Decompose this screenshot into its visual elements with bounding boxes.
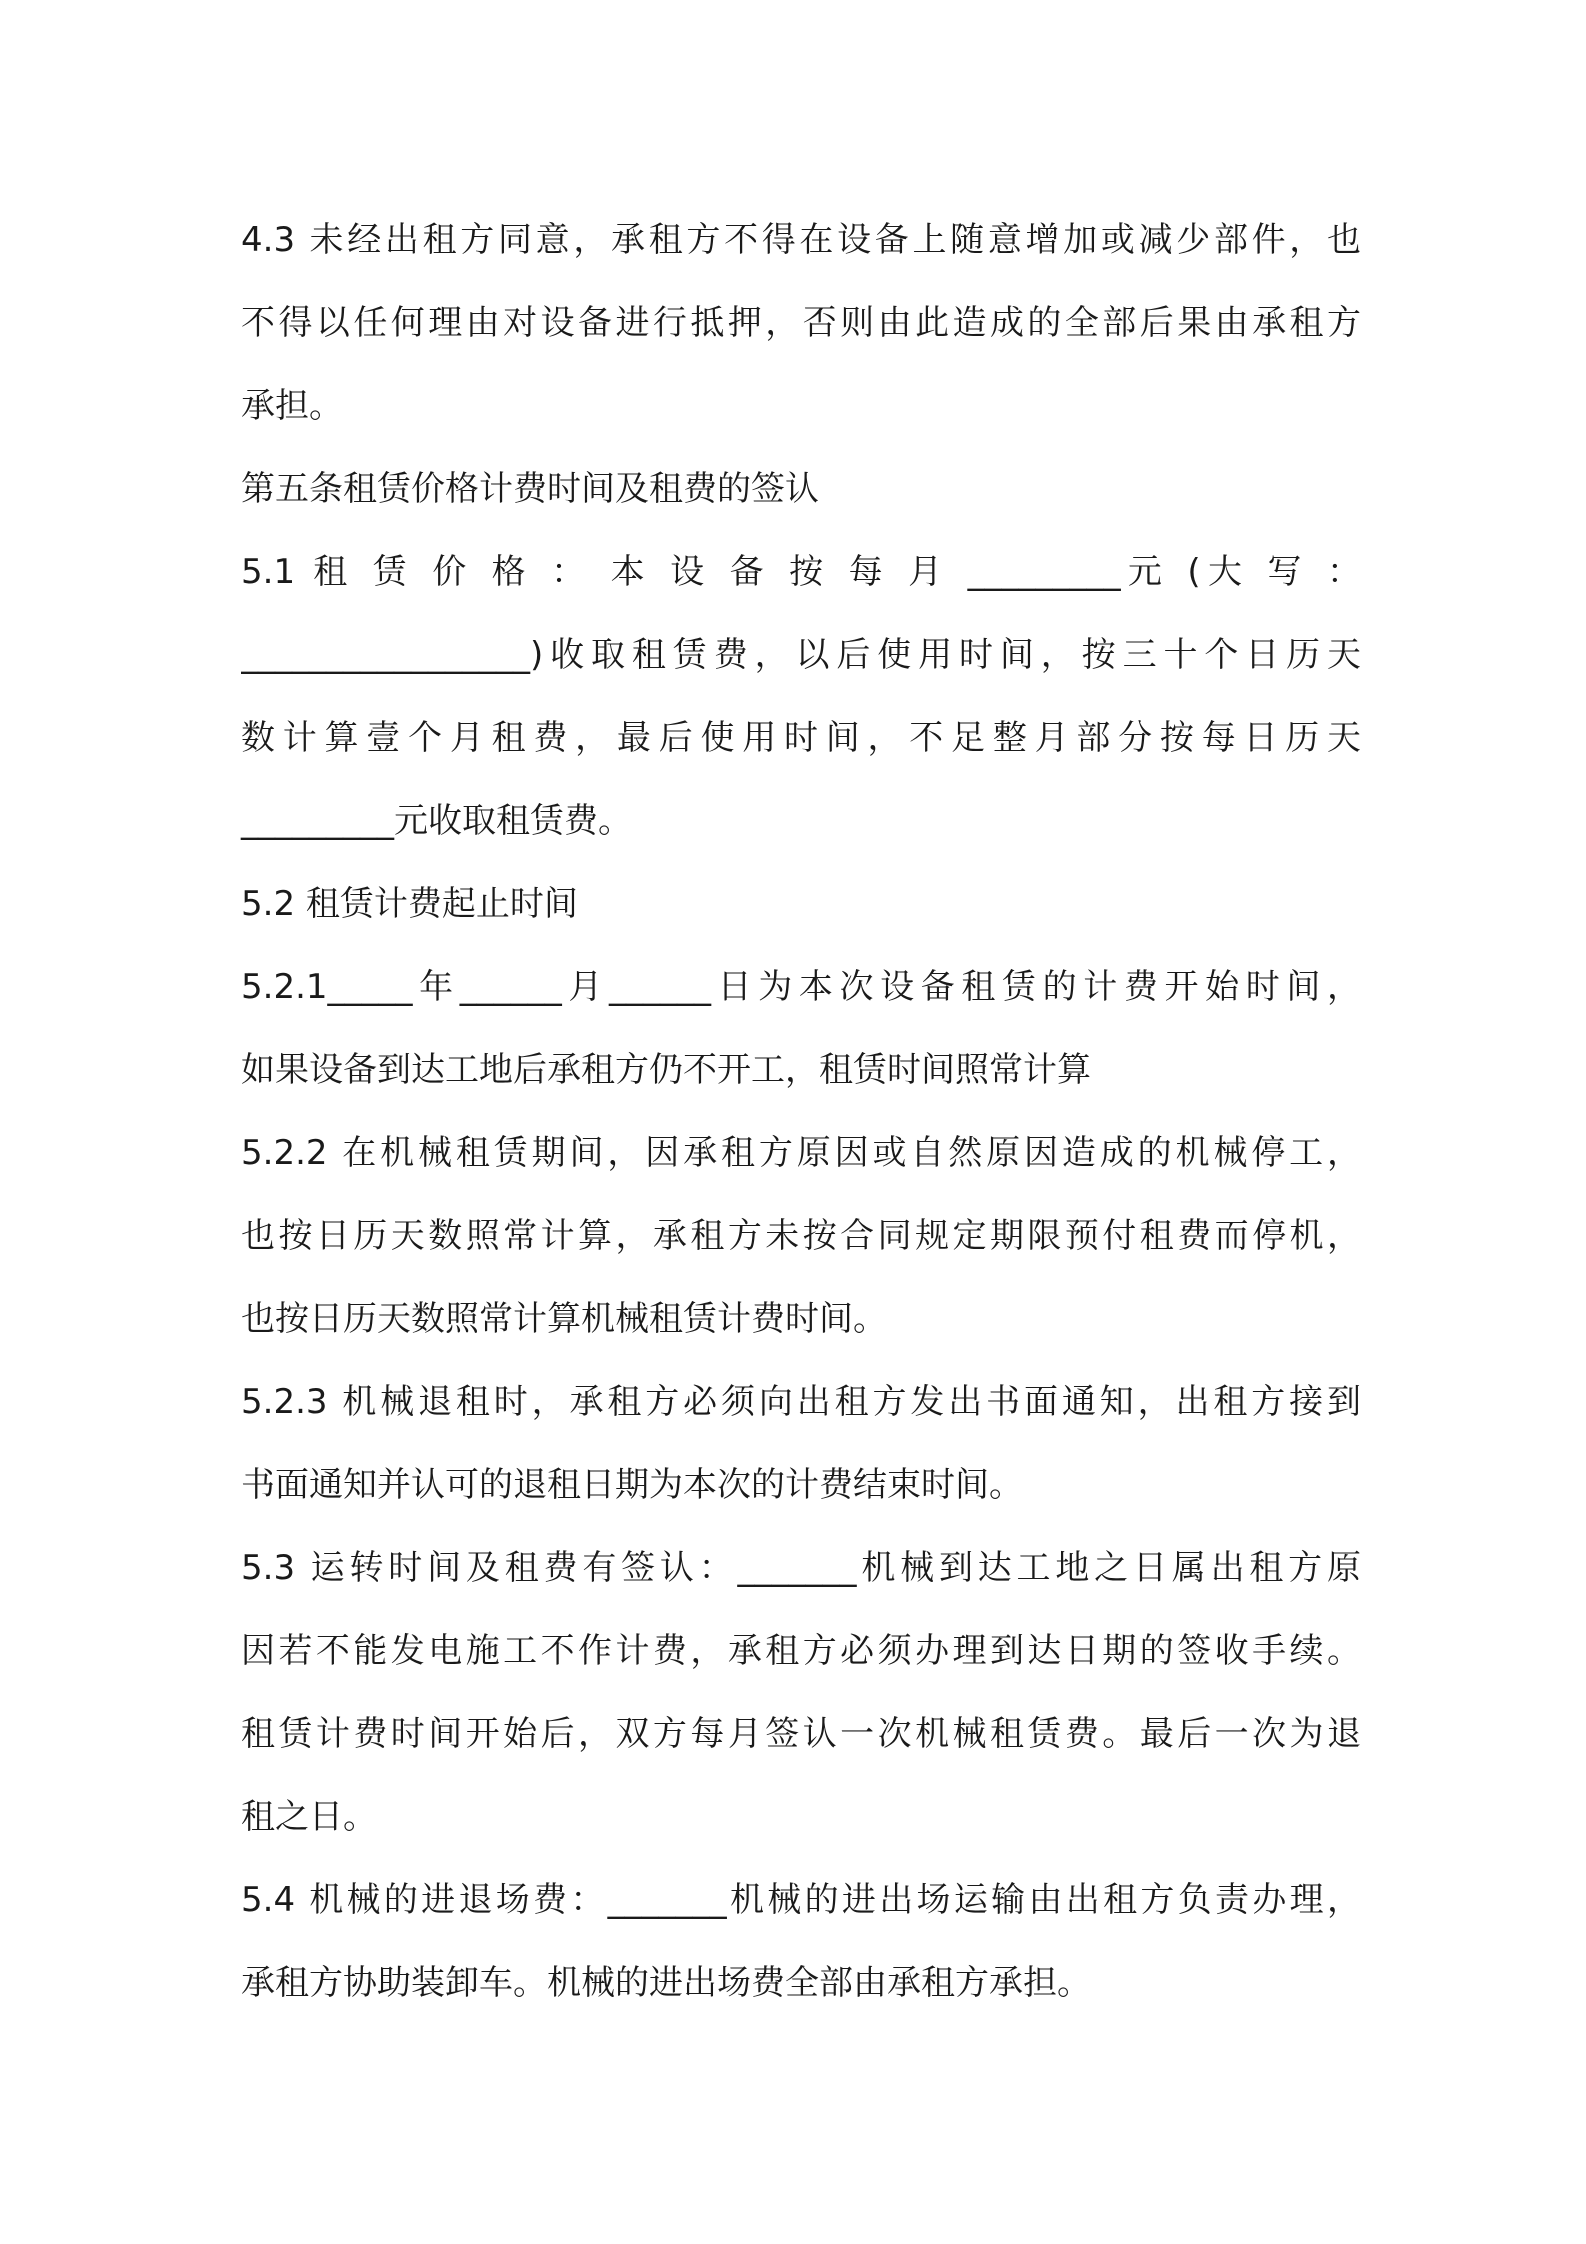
text-line: 5.2.2 在机械租赁期间，因承租方原因或自然原因造成的机械停工， — [241, 1133, 1361, 1173]
section-title: 第五条租赁价格计费时间及租费的签认 — [241, 469, 819, 509]
text-line: 4.3 未经出租方同意，承租方不得在设备上随意增加或减少部件，也 — [241, 220, 1361, 260]
text-line: 因若不能发电施工不作计费，承租方必须办理到达日期的签收手续。 — [241, 1631, 1361, 1671]
clause-5-1 — [241, 531, 1361, 863]
clause-5-2-1 — [241, 946, 1361, 1112]
text-line: 承担。 — [241, 386, 343, 426]
text-line: 也按日历天数照常计算，承租方未按合同规定期限预付租费而停机， — [241, 1216, 1361, 1256]
text-line: 书面通知并认可的退租日期为本次的计费结束时间。 — [241, 1465, 1023, 1505]
text-line: 5.4 机械的进退场费：_______机械的进出场运输由出租方负责办理， — [241, 1880, 1361, 1920]
clause-5-2-3 — [241, 1361, 1361, 1527]
text-line: 数计算壹个月租费，最后使用时间，不足整月部分按每日历天 — [241, 718, 1361, 758]
text-line: _________________)收取租赁费，以后使用时间，按三十个日历天 — [241, 635, 1361, 675]
text-line: 租之日。 — [241, 1797, 377, 1837]
text-line: 5.1 租 赁 价 格 ： 本 设 备 按 每 月 _________元 (大 写 ： — [241, 552, 1361, 592]
text-line: 5.3 运转时间及租费有签认：_______机械到达工地之日属出租方原 — [241, 1548, 1361, 1588]
section-heading-5 — [241, 448, 1361, 531]
text-line: 5.2.1_____年______月______日为本次设备租赁的计费开始时间， — [241, 967, 1361, 1007]
text-line: _________元收取租赁费。 — [241, 801, 632, 841]
text-line: 5.2.3 机械退租时，承租方必须向出租方发出书面通知，出租方接到 — [241, 1382, 1361, 1422]
text-line: 不得以任何理由对设备进行抵押，否则由此造成的全部后果由承租方 — [241, 303, 1361, 343]
text-line: 如果设备到达工地后承租方仍不开工，租赁时间照常计算 — [241, 1050, 1091, 1090]
clause-5-4 — [241, 1859, 1361, 2025]
text-line: 5.2 租赁计费起止时间 — [241, 884, 578, 924]
clause-5-3 — [241, 1527, 1361, 1859]
text-line: 承租方协助装卸车。机械的进出场费全部由承租方承担。 — [241, 1963, 1091, 2003]
clause-4-3 — [241, 199, 1361, 448]
clause-5-2-2 — [241, 1112, 1361, 1361]
document-body — [241, 199, 1361, 2025]
text-line: 也按日历天数照常计算机械租赁计费时间。 — [241, 1299, 887, 1339]
text-line: 租赁计费时间开始后，双方每月签认一次机械租赁费。最后一次为退 — [241, 1714, 1361, 1754]
clause-5-2 — [241, 863, 1361, 946]
